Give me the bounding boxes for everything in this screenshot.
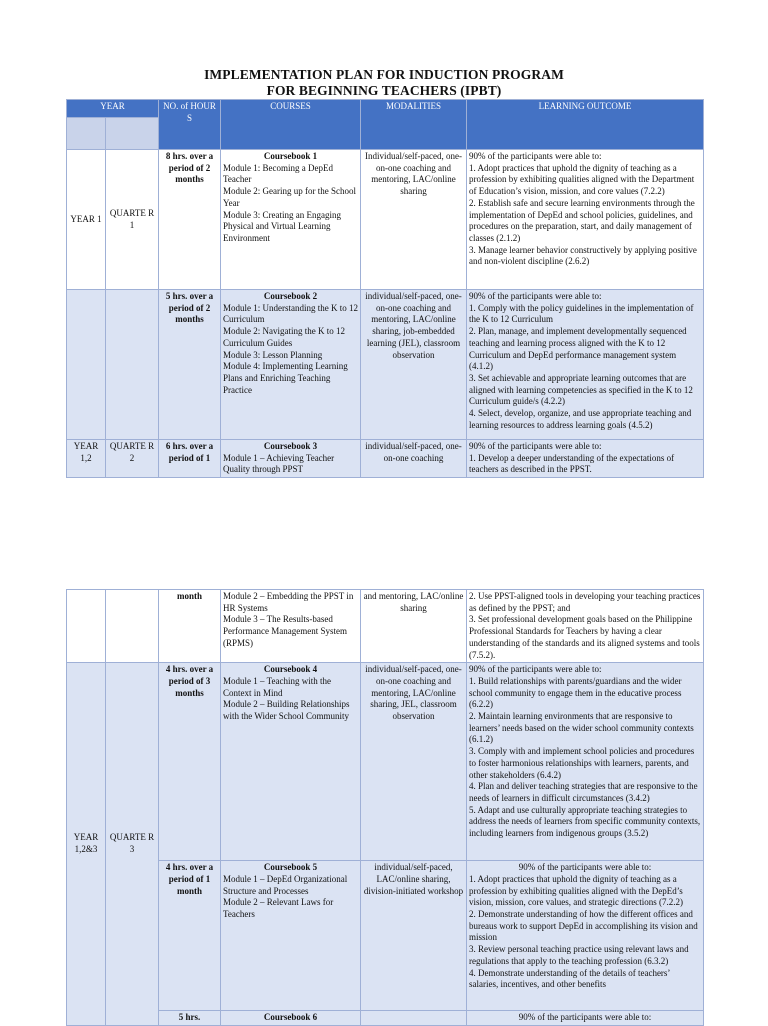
outcome-item: 1. Adopt practices that uphold the dignity of teaching as a profession by exhibiting qualities aligned with the Department of Education’s vision, mission, and core values (7.2.2): [469, 162, 695, 197]
modalities-cell: and mentoring, LAC/online sharing: [361, 590, 467, 663]
coursebook-title: Coursebook 5: [263, 862, 318, 873]
outcome-cell: [467, 440, 704, 478]
hours-cell: 6 hrs. over a period of 1: [159, 440, 221, 478]
coursebook-title: Coursebook 4: [263, 664, 318, 675]
outcome-cell: [467, 663, 704, 861]
implementation-plan-table-page-1: [66, 99, 704, 478]
header-year: YEAR: [67, 100, 159, 118]
year-cell: YEAR 1,2: [67, 440, 106, 478]
outcome-item: 90% of the participants were able to:: [518, 1012, 652, 1023]
quarter-cell: QUARTE R 3: [106, 663, 159, 1026]
quarter-cell: QUARTE R 2: [106, 440, 159, 478]
coursebook-title: Coursebook 2: [263, 291, 318, 301]
table-row: [67, 290, 704, 440]
module-item: Module 2 – Embedding the PPST in HR Systems: [223, 591, 354, 613]
hours-cell: 4 hrs. over a period of 3 months: [159, 663, 221, 861]
header-courses: COURSES: [221, 100, 361, 150]
modalities-cell: individual/self-paced, one-on-one coaching: [361, 440, 467, 478]
table-row: [67, 440, 704, 478]
document-title-line-2: FOR BEGINNING TEACHERS (IPBT): [266, 83, 502, 98]
outcome-cell: [467, 861, 704, 1011]
hours-cell: 5 hrs.: [159, 1011, 221, 1026]
outcome-item: 90% of the participants were able to:: [518, 862, 652, 873]
modalities-cell: individual/self-paced, LAC/online sharing, division-initiated workshop: [361, 861, 467, 1011]
outcome-cell: [467, 150, 704, 290]
module-item: Module 1 – DepEd Organizational Structure and Processes: [223, 873, 348, 896]
coursebook-title: Coursebook 6: [263, 1012, 318, 1023]
header-year-subcell-2: [106, 118, 159, 150]
table-row: [67, 150, 704, 290]
coursebook-title: Coursebook 3: [263, 441, 318, 451]
modalities-cell: Individual/self-paced, one-on-one coaching and mentoring, LAC/online sharing: [361, 150, 467, 290]
modalities-cell: individual/self-paced, one-on-one coaching and mentoring, LAC/online sharing, job-embedded learning (JEL), classroom observation: [361, 290, 467, 440]
table-row: [67, 1011, 704, 1026]
courses-cell: [221, 861, 361, 1011]
outcome-item: 3. Manage learner behavior constructively by applying positive and non-violent discipline (2.6.2): [469, 244, 697, 267]
outcome-item: 90% of the participants were able to:: [469, 441, 602, 451]
module-item: Module 3: Creating an Engaging Physical and Virtual Learning Environment: [223, 209, 341, 243]
module-item: Module 1: Understanding the K to 12 Curriculum: [223, 302, 358, 325]
header-modalities: MODALITIES: [361, 100, 467, 150]
outcome-item: 4. Select, develop, organize, and use appropriate teaching and learning resources to address learning goals (4.5.2): [469, 408, 692, 430]
outcome-item: 2. Demonstrate understanding of how the different offices and bureaus work to support DepEd in accomplishing its vision and mission: [469, 909, 698, 943]
table-row: [67, 590, 704, 663]
implementation-plan-table-page-2: [66, 589, 704, 1026]
module-item: Module 1: Becoming a DepEd Teacher: [223, 162, 333, 185]
courses-cell: [221, 663, 361, 861]
module-item: Module 3: Lesson Planning: [223, 349, 323, 360]
table-row: [67, 663, 704, 861]
module-item: Module 1 – Achieving Teacher Quality through PPST: [223, 452, 335, 475]
hours-cell: month: [159, 590, 221, 663]
outcome-cell: [467, 290, 704, 440]
outcome-item: 3. Set achievable and appropriate learning outcomes that are aligned with learning competencies as specified in the K to 12 Curriculum guide/s (4.2.2): [469, 372, 693, 407]
outcome-item: 3. Review personal teaching practice using relevant laws and regulations that apply to the teaching profession (6.3.2): [469, 944, 689, 966]
module-item: Module 1 – Teaching with the Context in Mind: [223, 675, 331, 698]
module-item: Module 4: Implementing Learning Plans and Enriching Teaching Practice: [223, 361, 348, 395]
courses-cell: [221, 150, 361, 290]
header-year-subcell-1: [67, 118, 106, 150]
outcome-item: 1. Adopt practices that uphold the dignity of teaching as a profession by exhibiting qualities aligned with the DepEd’s vision, mission, core values, and strategic directions (7.2.2): [469, 873, 683, 908]
outcome-item: 2. Use PPST-aligned tools in developing your teaching practices as defined by the PPST; and: [469, 591, 701, 613]
quarter-cell: [106, 290, 159, 440]
year-cell: [67, 590, 106, 663]
outcome-item: 5. Adapt and use culturally appropriate teaching strategies to address the needs of learners from specific community contexts, including learners from indigenous groups (3.5.2): [469, 804, 701, 839]
outcome-item: 4. Demonstrate understanding of the details of teachers’ salaries, incentives, and other benefits: [469, 967, 670, 990]
table-row: [67, 861, 704, 1011]
modalities-cell: individual/self-paced, one-on-one coaching and mentoring, LAC/online sharing, JEL, classroom observation: [361, 663, 467, 861]
outcome-cell: [467, 590, 704, 663]
outcome-item: 90% of the participants were able to:: [469, 291, 602, 301]
outcome-item: 2. Maintain learning environments that are responsive to learners’ needs based on the wider school community contexts (6.1.2): [469, 711, 694, 745]
module-item: Module 2 – Relevant Laws for Teachers: [223, 897, 334, 920]
module-item: Module 2 – Building Relationships with the Wider School Community: [223, 699, 350, 722]
modalities-cell: [361, 1011, 467, 1026]
outcome-item: 2. Establish safe and secure learning environments through the implementation of DepEd and school policies, guidelines, and procedures on the preparation, start, and daily management of classes (2.1.2): [469, 197, 695, 243]
hours-cell: 4 hrs. over a period of 1 month: [159, 861, 221, 1011]
year-cell: YEAR 1,2&3: [67, 663, 106, 1026]
module-item: Module 2: Navigating the K to 12 Curriculum Guides: [223, 326, 345, 348]
outcome-item: 2. Plan, manage, and implement developmentally sequenced teaching and learning process aligned with the K to 12 Curriculum and DepEd performance management system (4.1.2): [469, 326, 687, 372]
outcome-item: 90% of the participants were able to:: [469, 151, 602, 161]
courses-cell: [221, 1011, 361, 1026]
outcome-item: 1. Comply with the policy guidelines in the implementation of the K to 12 Curriculum: [469, 302, 694, 325]
outcome-item: 1. Build relationships with parents/guardians and the wider school community to engage them in the educative process (6.2.2): [469, 675, 682, 710]
coursebook-title: Coursebook 1: [263, 151, 318, 161]
courses-cell: [221, 440, 361, 478]
courses-cell: [221, 590, 361, 663]
quarter-cell: QUARTE R 1: [106, 150, 159, 290]
year-cell: YEAR 1: [67, 150, 106, 290]
hours-cell: 5 hrs. over a period of 2 months: [159, 290, 221, 440]
hours-cell: 8 hrs. over a period of 2 months: [159, 150, 221, 290]
outcome-item: 3. Comply with and implement school policies and procedures to foster harmonious relationships with learners, parents, and other stakeholders (6.4.2): [469, 746, 695, 780]
outcome-item: 90% of the participants were able to:: [469, 664, 602, 675]
outcome-item: 1. Develop a deeper understanding of the expectations of teachers as described in the PPST.: [469, 452, 675, 475]
module-item: Module 2: Gearing up for the School Year: [223, 186, 356, 208]
outcome-item: 4. Plan and deliver teaching strategies that are responsive to the needs of learners in difficult circumstances (3.4.2): [469, 781, 698, 803]
header-hours: NO. of HOUR S: [159, 100, 221, 150]
document-title-line-1: IMPLEMENTATION PLAN FOR INDUCTION PROGRAM: [204, 67, 564, 82]
courses-cell: [221, 290, 361, 440]
header-learning-outcome: LEARNING OUTCOME: [467, 100, 704, 150]
outcome-cell: [467, 1011, 704, 1026]
outcome-item: 3. Set professional development goals based on the Philippine Professional Standards for Teachers by having a clear understanding of the standards and its aligned systems and tools (7.5.2).: [469, 614, 700, 660]
module-item: Module 3 – The Results-based Performance Management System (RPMS): [223, 614, 347, 648]
year-cell: [67, 290, 106, 440]
quarter-cell: [106, 590, 159, 663]
